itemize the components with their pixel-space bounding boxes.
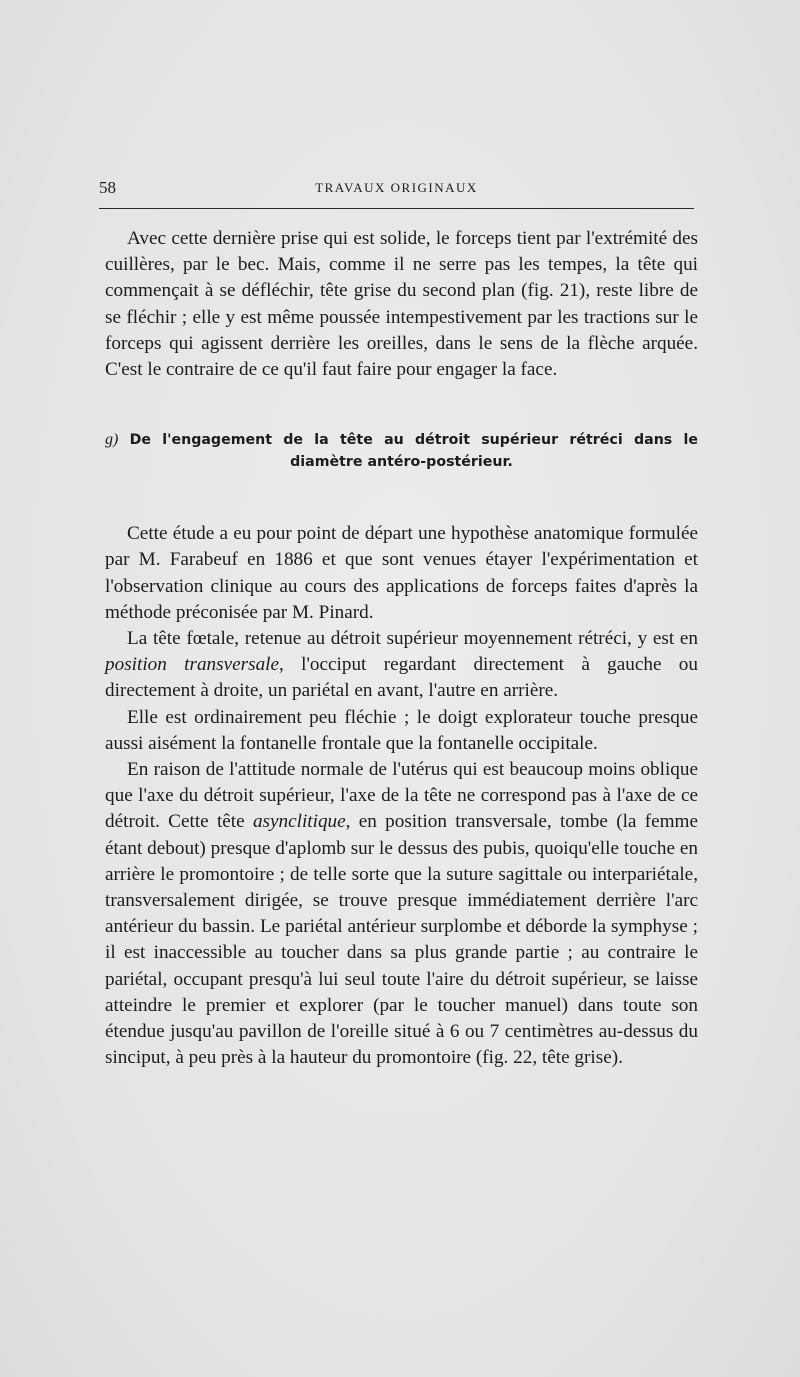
paragraph-transverse-position bbox=[105, 626, 698, 705]
paragraph-3-text-a: La tête fœtale, retenue au détroit supérieur moyennement rétréci, y est en bbox=[127, 628, 698, 650]
page-number: 58 bbox=[99, 178, 116, 197]
section-heading-line-2: diamètre antéro-postérieur. bbox=[290, 454, 513, 471]
body-text bbox=[105, 226, 698, 1071]
section-heading-line-1 bbox=[105, 429, 698, 451]
section-marker: g) bbox=[105, 431, 119, 449]
page-header bbox=[99, 178, 694, 202]
paragraph-flexion: Elle est ordinairement peu fléchie ; le doigt explorateur touche presque aussi aisément la fontanelle frontale que la fontanelle occipitale. bbox=[105, 706, 698, 754]
paragraph-3-text-b: , l'occiput regardant directement à gauche ou directement à droite, un pariétal en avant, l'autre en arrière. bbox=[105, 654, 698, 702]
paragraph-forceps-grip: Avec cette dernière prise qui est solide, le forceps tient par l'extrémité des cuillères, par le bec. Mais, comme il ne serre pas les tempes, la tête qui commençait à se défléchir, tête grise du second plan (fig. 21), reste libre de se fléchir ; elle y est même poussée intempestivement par les tractions sur le forceps qui agissent derrière les oreilles, dans le sens de la flèche arquée. C'est le contraire de ce qu'il faut faire pour engager la face. bbox=[105, 228, 698, 381]
header-rule bbox=[99, 208, 694, 209]
paragraph-5-text-a: En raison de l'attitude normale de l'utérus qui est beaucoup moins oblique que l'axe du détroit supérieur, l'axe de la tête ne correspond pas à l'axe de ce détroit. Cette tête bbox=[105, 759, 698, 833]
emphasis-asynclitique: asynclitique bbox=[252, 811, 346, 833]
running-title: TRAVAUX ORIGINAUX bbox=[315, 180, 478, 195]
paragraph-asynclitism bbox=[105, 757, 698, 1071]
emphasis-position-transversale: position transversale bbox=[105, 654, 280, 676]
paragraph-farabeuf: Cette étude a eu pour point de départ une hypothèse anatomique formulée par M. Farabeuf en 1886 et que sont venues étayer l'expérimentation et l'observation clinique au cours des applications de forceps faites d'après la méthode préconisée par M. Pinard. bbox=[105, 523, 698, 623]
section-heading bbox=[105, 429, 698, 473]
paragraph-5-text-b: , en position transversale, tombe (la femme étant debout) presque d'aplomb sur le dessus des pubis, quoiqu'elle touche en arrière le promontoire ; de telle sorte que la suture sagittale ou interpariétale, transversalement dirigée, se trouve presque immédiatement derrière l'arc antérieur du bassin. Le pariétal antérieur surplombe et déborde la symphyse ; il est inaccessible au toucher dans sa plus grande partie ; au contraire le pariétal, occupant presqu'à lui seul toute l'aire du détroit supérieur, se laisse atteindre le premier et explorer (par le toucher manuel) dans toute son étendue jusqu'au pavillon de l'oreille situé à 6 ou 7 centimètres au-dessus du sinciput, à peu près à la hauteur du promontoire (fig. 22, tête grise). bbox=[105, 811, 698, 1069]
section-heading-text-1: De l'engagement de la tête au détroit supérieur rétréci dans le bbox=[129, 432, 698, 449]
